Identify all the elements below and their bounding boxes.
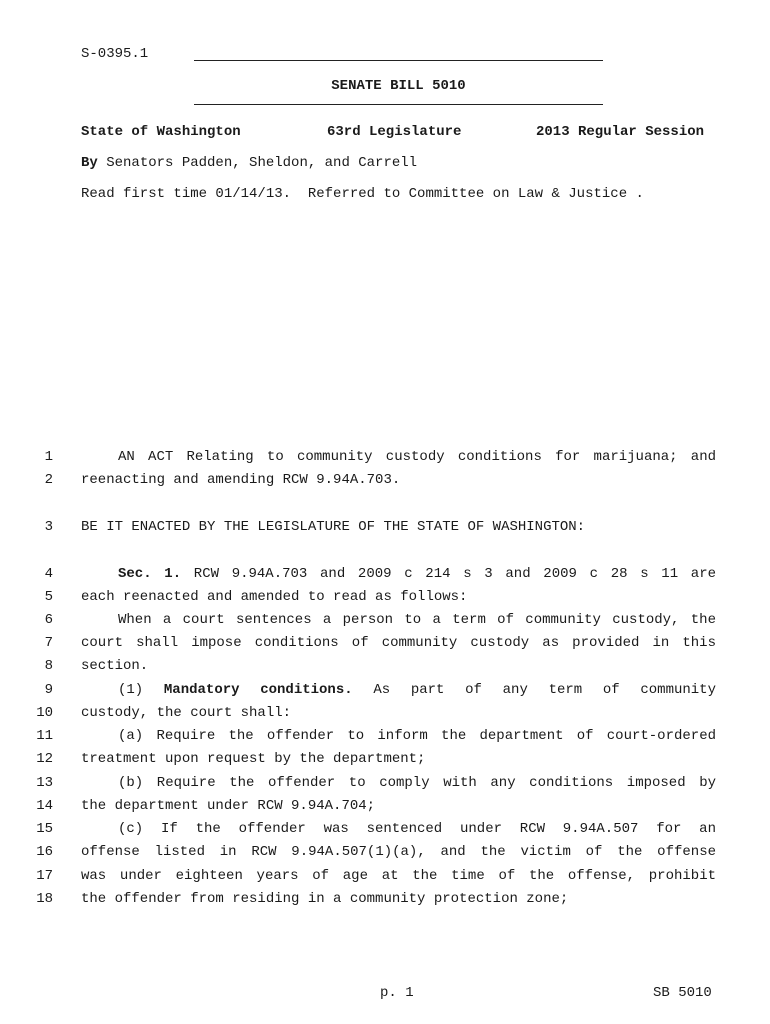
section-label: Sec. 1. — [118, 566, 182, 582]
read-first-line: Read first time 01/14/13. Referred to Committee on Law & Justice . — [81, 186, 644, 202]
bill-code: S-0395.1 — [81, 46, 149, 62]
body-line: the department under RCW 9.94A.704; — [81, 798, 376, 814]
bill-title: SENATE BILL 5010 — [331, 78, 466, 94]
line-number: 3 — [44, 519, 53, 535]
line-number: 7 — [44, 635, 53, 651]
body-line: (c) If the offender was sentenced under RCW 9.94A.507 for an — [118, 821, 716, 837]
body-line: the offender from residing in a community protection zone; — [81, 891, 569, 907]
subsection-heading-line — [81, 681, 716, 699]
body-line: (a) Require the offender to inform the department of court-ordered — [118, 728, 716, 744]
enacting-clause: BE IT ENACTED BY THE LEGISLATURE OF THE STATE OF WASHINGTON: — [81, 519, 586, 535]
footer-bill-id: SB 5010 — [653, 985, 712, 1001]
body-line: offense listed in RCW 9.94A.507(1)(a), and the victim of the offense — [81, 844, 716, 860]
body-line: custody, the court shall: — [81, 705, 292, 721]
line-number: 16 — [36, 844, 53, 860]
body-text: As part of any term of community — [352, 682, 716, 698]
sponsors-line — [81, 154, 417, 172]
line-number: 17 — [36, 868, 53, 884]
session: 2013 Regular Session — [536, 124, 705, 140]
line-number: 18 — [36, 891, 53, 907]
body-line: section. — [81, 658, 149, 674]
body-text: RCW 9.94A.703 and 2009 c 214 s 3 and 2009 c 28 s 11 are — [181, 566, 716, 582]
body-line: court shall impose conditions of community custody as provided in this — [81, 635, 716, 651]
state-name: State of Washington — [81, 124, 241, 140]
section-heading-line — [81, 565, 716, 583]
title-underline — [194, 104, 603, 105]
line-number: 9 — [44, 682, 53, 698]
legislature: 63rd Legislature — [327, 124, 462, 140]
subsection-number: (1) — [118, 682, 164, 698]
sponsor-prefix: By — [81, 155, 98, 171]
page-number: p. 1 — [380, 985, 414, 1001]
body-line: AN ACT Relating to community custody conditions for marijuana; and — [118, 449, 716, 465]
sponsors: Senators Padden, Sheldon, and Carrell — [97, 155, 418, 171]
line-number: 11 — [36, 728, 53, 744]
line-number: 15 — [36, 821, 53, 837]
body-line: (b) Require the offender to comply with any conditions imposed by — [118, 775, 716, 791]
subsection-title: Mandatory conditions. — [163, 682, 353, 698]
top-rule — [194, 60, 603, 61]
line-number: 1 — [44, 449, 53, 465]
line-number: 14 — [36, 798, 53, 814]
body-line: treatment upon request by the department; — [81, 751, 426, 767]
line-number: 10 — [36, 705, 53, 721]
body-line: was under eighteen years of age at the time of the offense, prohibit — [81, 868, 716, 884]
body-line: When a court sentences a person to a term of community custody, the — [118, 612, 716, 628]
body-line: each reenacted and amended to read as follows: — [81, 589, 468, 605]
line-number: 12 — [36, 751, 53, 767]
line-number: 8 — [44, 658, 53, 674]
line-number: 13 — [36, 775, 53, 791]
line-number: 2 — [44, 472, 53, 488]
line-number: 5 — [44, 589, 53, 605]
line-number: 6 — [44, 612, 53, 628]
line-number: 4 — [44, 566, 53, 582]
body-line: reenacting and amending RCW 9.94A.703. — [81, 472, 401, 488]
